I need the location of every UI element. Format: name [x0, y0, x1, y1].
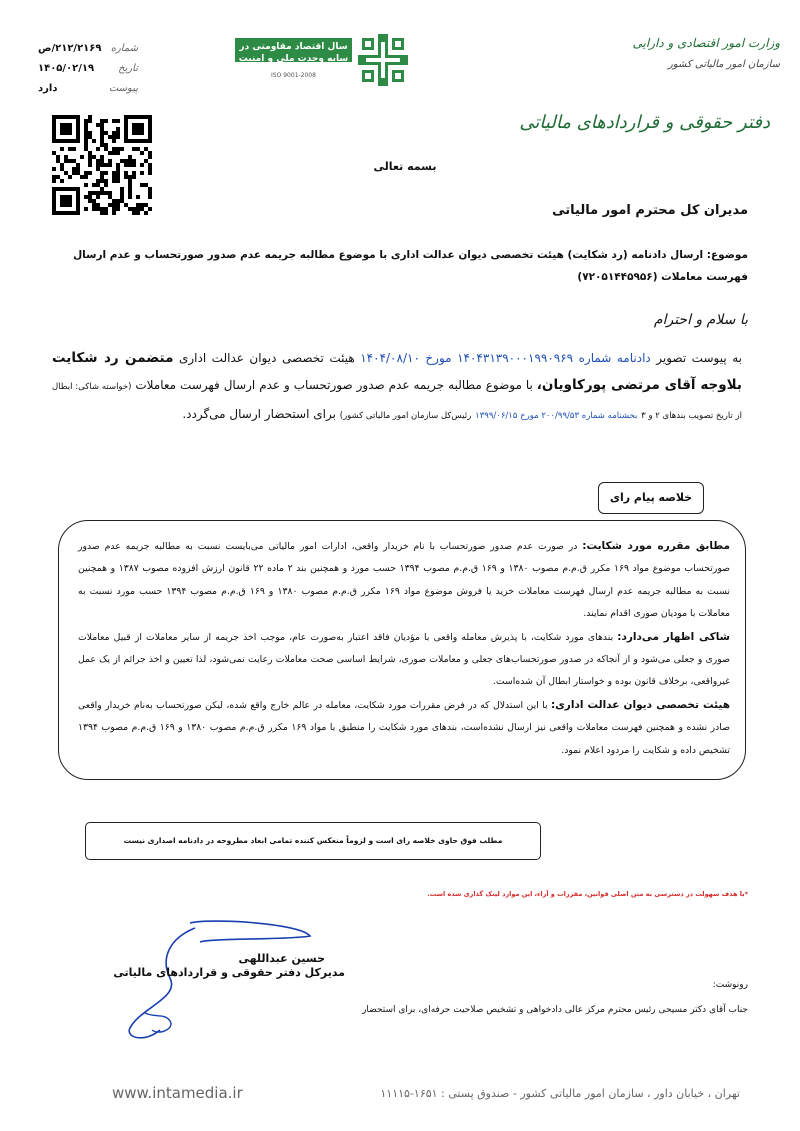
signatory-title: مدیرکل دفتر حقوقی و قراردادهای مالیاتی: [113, 966, 345, 979]
summary-paragraph-regulation: [78, 535, 730, 626]
verdict-link[interactable]: دادنامه شماره ۱۴۰۴۳۱۳۹۰۰۰۱۹۹۰۹۶۹ مورخ ۱۴۰۴/۰۸/۱۰: [360, 351, 651, 365]
letter-body: [52, 345, 742, 430]
footer-website[interactable]: www.intamedia.ir: [112, 1084, 243, 1102]
letter-meta: [38, 38, 138, 98]
body-text-4: برای استحضار ارسال می‌گردد.: [182, 407, 336, 421]
addressee: مدیران کل محترم امور مالیاتی: [552, 203, 748, 218]
link-footnote: *با هدف سهولت در دسترسی به متن اصلی قوانین، مقررات و آراء، این موارد لینک گذاری شده است.: [427, 890, 748, 898]
body-text-3: با موضوع مطالبه جریمه عدم صدور صورتحساب و عدم ارسال فهرست معاملات: [135, 378, 533, 392]
office-title: دفتر حقوقی و قراردادهای مالیاتی: [519, 112, 770, 133]
summary-paragraph-plaintiff: [78, 626, 730, 694]
iso-certification: ISO 9001-2008: [271, 72, 316, 79]
cc-recipient: جناب آقای دکتر مسیحی رئیس محترم مرکز عالی دادخواهی و تشخیص صلاحیت حرفه‌ای، برای استحضار: [362, 1005, 748, 1015]
summary-title: خلاصه پیام رای: [598, 482, 704, 514]
letter-subject: موضوع: ارسال دادنامه (رد شکایت) هیئت تخصصی دیوان عدالت اداری با موضوع مطالبه جریمه عدم صدور صورتحساب و عدم ارسال فهرست معاملات (۷۲۰۵۱۴۴۵۹۵۶): [73, 249, 748, 283]
summary-lead-plaintiff: شاکی اظهار می‌دارد:: [617, 630, 730, 643]
handwritten-signature: [100, 918, 320, 1048]
letter-number: ۲۱۲/۲۱۶۹/ص: [38, 42, 102, 54]
meta-attachment-row: [38, 78, 138, 98]
body-bold-text: متضمن رد شکایت بلاوجه آقای مرتضی پورکاویان،: [52, 350, 742, 393]
body-small-text-2: رئیس‌کل سازمان امور مالیاتی کشور): [339, 411, 472, 421]
summary-text-board: با این استدلال که در فرض مقررات مورد شکایت، معامله در عالم خارج واقع شده، لیکن صورتحساب به‌نام خریدار واقعی صادر نشده و همچنین فهرست معاملات واقعی نیز ارسال نشده‌است، بندهای مورد شکایت را منطبق با مواد ۱۶۹ مکرر ق.م.م مصوب ۱۳۸۰ و ۱۶۹ ق.م.م مصوب ۱۳۹۴ تشخیص داده و شکایت را مردود اعلام نمود.: [78, 699, 730, 756]
number-label: شماره: [110, 42, 138, 54]
meta-date-row: [38, 58, 138, 78]
summary-paragraph-board: [78, 694, 730, 762]
body-text-2: هیئت تخصصی دیوان عدالت اداری: [178, 351, 355, 365]
summary-lead-board: هیئت تخصصی دیوان عدالت اداری:: [550, 698, 730, 711]
greeting: با سلام و احترام: [653, 312, 748, 328]
signatory-name: حسین عبداللهی: [238, 952, 325, 965]
summary-lead-regulation: مطابق مقرره مورد شکایت:: [582, 540, 731, 552]
body-small-text-1: (خواسته شاکی: ابطال از تاریخ تصویب بندهای ۲ و ۳: [52, 382, 742, 421]
summary-text-regulation: در صورت عدم صدور صورتحساب با نام خریدار واقعی، ادارات امور مالیاتی می‌بایست نسبت به مطالبه جریمه عدم صدور صورتحساب موضوع مواد ۱۶۹ مکرر ق.م.م مصوب ۱۳۸۰ و ۱۶۹ ق.م.م مصوب ۱۳۹۴ حسب مورد و همچنین بند ۲ ماده ۲۲ قانون ارزش افزوده مصوب ۱۳۸۷ و همچنین نسبت به مطالبه جریمه عدم ارسال فهرست معاملات خرید یا فروش موضوع مواد ۱۶۹ مکرر ق.م.م مصوب ۱۳۸۰ و ۱۶۹ ق.م.م مصوب ۱۳۹۴ حسب مورد نسبت به معاملات با مودیان صوری اقدام نمایند.: [78, 541, 731, 620]
disclaimer-box: مطلب فوق حاوی خلاصه رای است و لزوماً منعکس کننده تمامی ابعاد مطروحه در دادنامه اصداری نیست: [85, 822, 541, 860]
emblem-logo: [358, 34, 408, 86]
organization-name: سازمان امور مالیاتی کشور: [668, 59, 780, 70]
footer-address: تهران ، خیابان داور ، سازمان امور مالیاتی کشور - صندوق پستی : ۱۶۵۱-۱۱۱۱۵: [380, 1087, 740, 1100]
qr-code-icon[interactable]: [52, 115, 152, 215]
summary-text-plaintiff: بندهای مورد شکایت، با پذیرش معامله واقعی با مؤدیان فاقد اعتبار به‌صورت عام، موجب اخذ جریمه از سایر معاملات از قبیل معاملات صوری و جعلی می‌شود و از آنجاکه در صدور صورتحساب‌های جعلی و معاملات صوری، شرایط اساسی صحت معاملات رعایت نمی‌شود، لذا تعیین و اخذ جرائم از یک عمل غیرواقعی، برخلاف قانون بوده و خواستار ابطال آن شده‌است.: [78, 631, 730, 688]
basmala: بسمه تعالی: [373, 160, 437, 173]
ministry-header: [550, 32, 780, 76]
body-text-1: به پیوست تصویر: [656, 351, 742, 365]
ministry-name: وزارت امور اقتصادی و دارایی: [632, 36, 780, 50]
circular-link[interactable]: بخشنامه شماره ۲۰۰/۹۹/۵۳ مورخ ۱۳۹۹/۰۶/۱۵: [475, 411, 638, 421]
slogan-text: سال اقتصاد مقاومتی در سایه وحدت ملی و امنیت: [235, 38, 352, 62]
attachment-value: دارد: [38, 82, 58, 94]
letter-date: ۱۴۰۵/۰۲/۱۹: [38, 62, 95, 74]
attachment-label: پیوست: [108, 82, 138, 94]
slogan-banner: [235, 38, 352, 86]
cc-label: رونوشت:: [712, 980, 748, 990]
summary-content: [78, 535, 730, 762]
date-label: تاریخ: [118, 62, 138, 74]
meta-number-row: [38, 38, 138, 58]
